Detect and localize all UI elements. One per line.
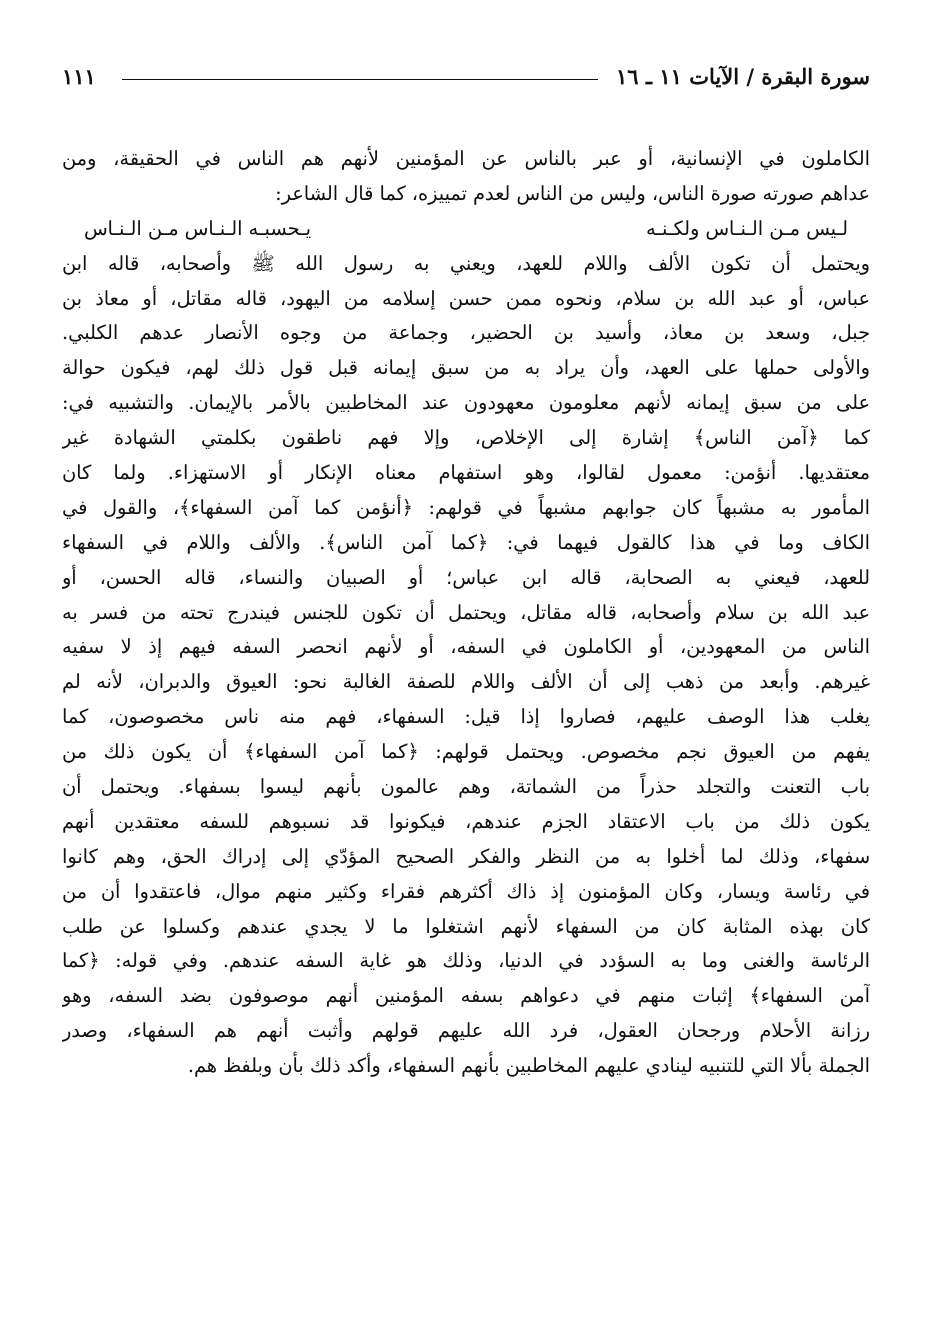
text-line: غيرهم. وأبعد من ذهب إلى أن الألف واللام للصفة الغالبة نحو: العيوق والدبران، لأنه لم xyxy=(62,670,870,694)
text-line: كما ﴿آمن الناس﴾ إشارة إلى الإخلاص، وإلا فهم ناطقون بكلمتي الشهادة غير xyxy=(62,426,870,450)
text-line: عبد الله بن سلام وأصحابه، قاله مقاتل، ويحتمل أن تكون للجنس فيندرج تحته من فسر به xyxy=(62,600,870,624)
text-line: سفهاء، وذلك لما أخلوا به من النظر والفكر الصحيح المؤدّي إلى إدراك الحق، وهم كانوا xyxy=(62,844,870,868)
page-number: ١١١ xyxy=(62,64,96,89)
text-line: يغلب هذا الوصف عليهم، فصاروا إذا قيل: السفهاء، فهم منه ناس مخصوصون، كما xyxy=(62,705,870,729)
text-line: معتقديها. أنؤمن: معمول لقالوا، وهو استفهام معناه الإنكار أو الاستهزاء. ولما كان xyxy=(62,461,870,485)
text-line: الرئاسة والغنى وما به السؤدد في الدنيا، وذلك هو غاية السفه عندهم. وفي قوله: ﴿كما xyxy=(62,949,870,973)
text-line: عباس، أو عبد الله بن سلام، ونحوه ممن حسن إسلامه من اليهود، قاله مقاتل، أو معاذ بن xyxy=(62,286,870,310)
text-line: الجملة بألا التي للتنبيه لينادي عليهم المخاطبين بأنهم السفهاء، وأكد ذلك بأن وبلفظ هم. xyxy=(187,1054,870,1078)
text-line: جبل، وسعد بن معاذ، وأسيد بن الحضير، وجماعة من وجوه الأنصار عدهم الكلبي. xyxy=(62,321,870,345)
verse-first-hemistich: لـيس مـن الـنـاس ولكـنـه xyxy=(645,216,848,240)
text-line: الناس من المعهودين، أو الكاملون في السفه، أو لأنهم انحصر السفه فيهم إذ لا سفيه xyxy=(62,635,870,659)
text-line: الكاف وما في هذا كالقول فيهما في: ﴿كما آمن الناس﴾. والألف واللام في السفهاء xyxy=(62,530,870,554)
page-body xyxy=(62,142,870,1272)
poetry-verse xyxy=(62,212,870,247)
text-line: المأمور به مشبهاً كان جوابهم مشبهاً في قولهم: ﴿أنؤمن كما آمن السفهاء﴾، والقول في xyxy=(62,495,870,519)
header-rule xyxy=(122,79,598,80)
text-line: عداهم صورته صورة الناس، وليس من الناس لعدم تمييزه، كما قال الشاعر: xyxy=(275,181,870,205)
text-line: في رئاسة ويسار، وكان المؤمنون إذ ذاك أكثرهم فقراء وكثير منهم موال، فاعتقدوا أن من xyxy=(62,879,870,903)
text-line: آمن السفهاء﴾ إثبات منهم في دعواهم بسفه المؤمنين أنهم موصوفون بضد السفه، وهو xyxy=(62,984,870,1008)
verse-second-hemistich: يـحسبـه الـنـاس مـن الـنـاس xyxy=(84,216,312,240)
text-line: على من سبق إيمانه لأنهم معلومون معهودون عند المخاطبين بالأمر بالإيمان. والتشبيه في: xyxy=(62,391,870,415)
text-line: للعهد، فيعني به الصحابة، قاله ابن عباس؛ أو الصبيان والنساء، قاله الحسن، أو xyxy=(62,565,870,589)
running-title: سورة البقرة / الآيات ١١ ـ ١٦ xyxy=(615,64,870,89)
text-line: يفهم من العيوق نجم مخصوص. ويحتمل قولهم: ﴿كما آمن السفهاء﴾ أن يكون ذلك من xyxy=(62,740,870,764)
text-line: كان بهذه المثابة كان من السفهاء لأنهم اشتغلوا ما لا يجدي عندهم وكسلوا عن طلب xyxy=(62,914,870,938)
text-line: باب التعنت والتجلد حذراً من الشماتة، وهم عالمون بأنهم ليسوا بسفهاء. ويحتمل أن xyxy=(62,775,870,799)
text-line: يكون ذلك من باب الاعتقاد الجزم عندهم، فيكونوا قد نسبوهم للسفه معتقدين أنهم xyxy=(62,809,870,833)
text-line: رزانة الأحلام ورجحان العقول، فرد الله عليهم قولهم وأثبت أنهم هم السفهاء، وصدر xyxy=(62,1019,870,1043)
text-line: والأولى حملها على العهد، وأن يراد به من سبق إيمانه قبل قول ذلك لهم، فيكون حوالة xyxy=(62,356,870,380)
text-line: ويحتمل أن تكون الألف واللام للعهد، ويعني به رسول الله ﷺ وأصحابه، قاله ابن xyxy=(62,251,870,275)
page-header xyxy=(62,62,870,96)
text-line: الكاملون في الإنسانية، أو عبر بالناس عن المؤمنين لأنهم هم الناس في الحقيقة، ومن xyxy=(62,147,870,170)
